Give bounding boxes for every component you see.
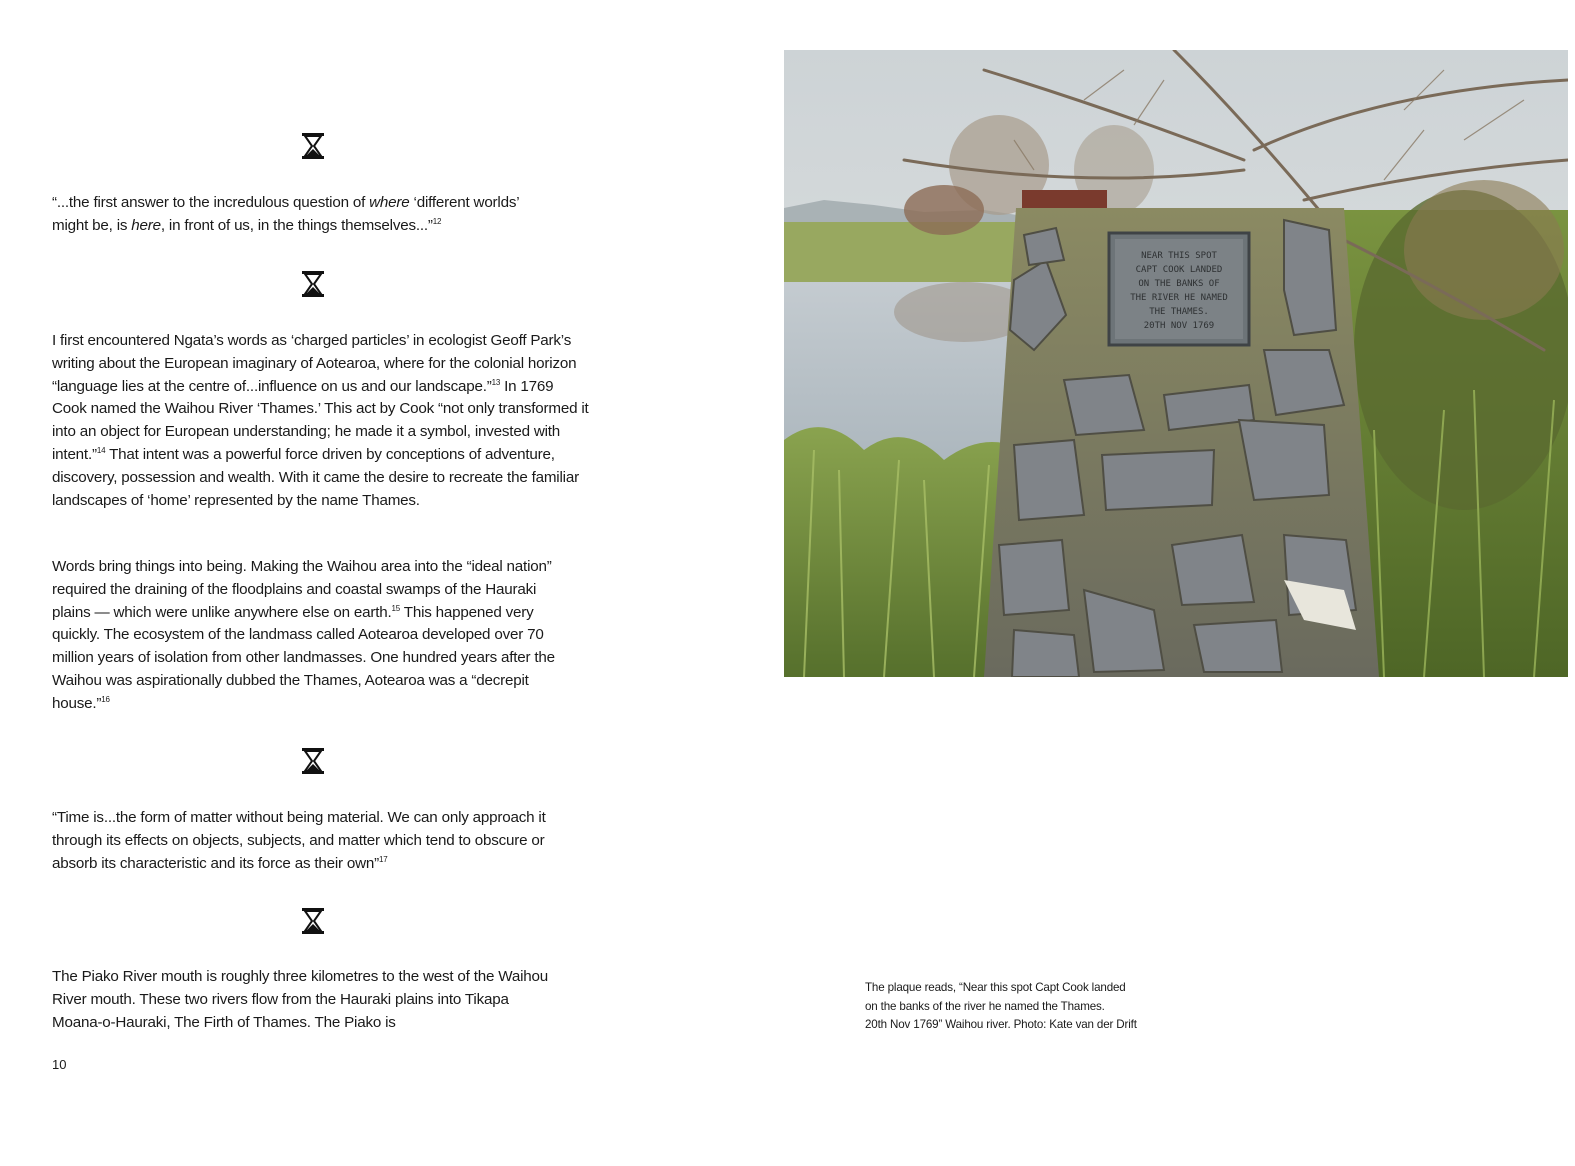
hourglass-icon xyxy=(301,907,325,935)
plaque-text: CAPT COOK LANDED xyxy=(1135,265,1223,275)
footnote-ref: 17 xyxy=(379,854,388,864)
photo-caption: The plaque reads, “Near this spot Capt Cook landed on the banks of the river he named the Thames. 20th Nov 1769” Waihou river. Photo: Kate van der Drift xyxy=(865,981,1137,1031)
footnote-ref: 13 xyxy=(491,377,501,387)
footnote-ref: 14 xyxy=(96,445,106,455)
plaque-text: NEAR THIS SPOT xyxy=(1141,251,1217,261)
hourglass-icon xyxy=(301,747,325,775)
hourglass-icon xyxy=(301,132,325,160)
plaque-text: THE THAMES. xyxy=(1149,307,1209,317)
photo-plaque-waihou-river xyxy=(784,50,1568,677)
body-paragraph: The Piako River mouth is roughly three kilometres to the west of the Waihou River mouth. These two rivers flow from the Hauraki plains into Tikapa Moana-o-Hauraki, The Firth of Thames. The Piako is xyxy=(52,968,548,1031)
plaque-text: THE RIVER HE NAMED xyxy=(1130,293,1228,303)
quote-paragraph: “Time is...the form of matter without being material. We can only approach it through its effects on objects, subjects, and matter which tend to obscure or absorb its characteristic and its force as their own”$^{17}$ xyxy=(52,809,546,872)
footnote-ref: 12 xyxy=(432,216,442,226)
plaque-text: ON THE BANKS OF xyxy=(1138,279,1220,289)
body-paragraph: Words bring things into being. Making the Waihou area into the “ideal nation” required the draining of the floodplains and coastal swamps of the Hauraki plains — which were unlike anywhere else on earth.$^{15}$ This happened very quickly. The ecosystem of the landmass called Aotearoa developed over 70 million years of isolation from other landmasses. One hundred years after the Waihou was aspirationally dubbed the Thames, Aotearoa was a “decrepit house.”$^{16}$ xyxy=(52,558,555,712)
hourglass-icon xyxy=(301,270,325,298)
quote-paragraph: “...the first answer to the incredulous question of where ‘different worlds’ might be, is here, in front of us, in the things themselves...”$^{12}$ xyxy=(52,194,519,234)
body-paragraph: I first encountered Ngata’s words as ‘charged particles’ in ecologist Geoff Park’s writing about the European imaginary of Aotearoa, where for the colonial horizon “language lies at the centre of...influence on us and our landscape.”$^{13}$ In 1769 Cook named the Waihou River ‘Thames.’ This act by Cook “not only transformed it into an object for European understanding; he made it a symbol, invested with intent.”$^{14}$ That intent was a powerful force driven by conceptions of adventure, discovery, possession and wealth. With it came the desire to recreate the familiar landscapes of ‘home’ represented by the name Thames. xyxy=(52,332,589,509)
plaque-text: 20TH NOV 1769 xyxy=(1143,321,1215,331)
footnote-ref: 16 xyxy=(101,694,110,704)
page-number: 10 xyxy=(52,1057,67,1072)
footnote-ref: 15 xyxy=(391,603,400,613)
